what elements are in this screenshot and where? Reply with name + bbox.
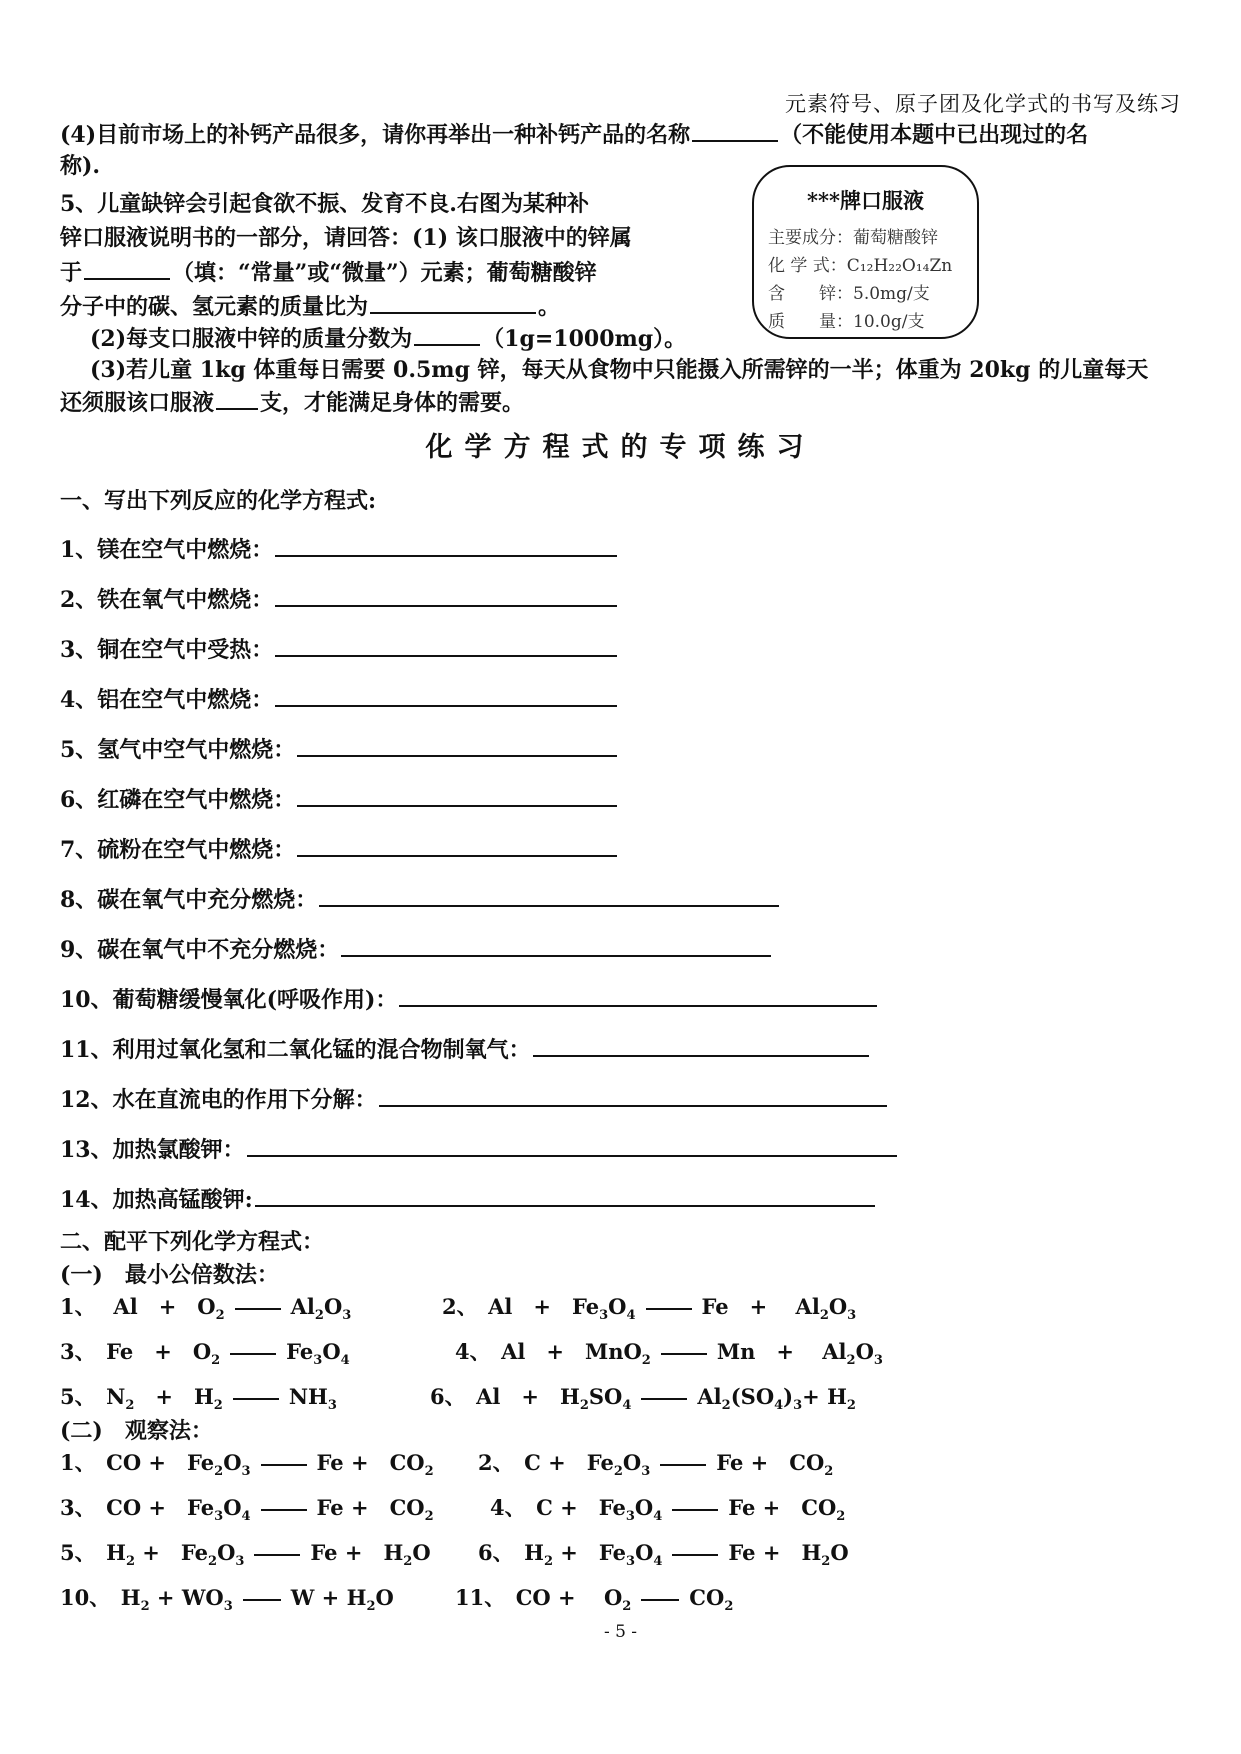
label-zinc: 含 锌：5.0mg/支: [768, 284, 930, 304]
answer-blank[interactable]: [275, 683, 617, 707]
q5-line7: 还须服该口服液 支，才能满足身体的需要。: [60, 386, 524, 419]
equation-item: 2、铁在氧气中燃烧：: [60, 583, 619, 614]
answer-blank[interactable]: [275, 633, 617, 657]
answer-blank[interactable]: [84, 256, 170, 280]
balance-eq-1: 1、 Al + $O_2$ $Al_2O_3$: [60, 1294, 352, 1324]
equation-item: 11、利用过氧化氢和二氧化锰的混合物制氧气：: [60, 1033, 871, 1064]
q4-line2: 称).: [60, 153, 101, 179]
answer-blank[interactable]: [379, 1083, 887, 1107]
balance-eq-5: 5、 $N_2$ + $H_2$ $NH_3$: [60, 1384, 337, 1414]
label-title: ***牌口服液: [807, 188, 924, 213]
balance-eq-10: 4、 C + $Fe_3O_4$ Fe + $CO_2$: [490, 1495, 846, 1525]
part2-sub1: (一) 最小公倍数法：: [60, 1262, 279, 1288]
label-formula: 化 学 式：C₁₂H₂₂O₁₄Zn: [768, 256, 953, 276]
balance-eq-8: 2、 C + $Fe_2O_3$ Fe + $CO_2$: [478, 1450, 834, 1480]
answer-blank[interactable]: [341, 933, 771, 957]
balance-eq-2: 2、 Al + $Fe_3O_4$ Fe + $Al_2O_3$: [442, 1294, 857, 1324]
section-title: 化学方程式的专项练习: [425, 432, 816, 463]
q4-line1: (4)目前市场上的补钙产品很多，请你再举出一种补钙产品的名称 （不能使用本题中已出现过的名: [60, 118, 1088, 151]
answer-blank[interactable]: [319, 883, 779, 907]
balance-eq-9: 3、 CO + $Fe_3O_4$ Fe + $CO_2$: [60, 1495, 434, 1525]
product-label-box: [752, 165, 979, 339]
equation-item: 14、加热高锰酸钾:: [60, 1183, 877, 1214]
answer-blank[interactable]: [692, 118, 778, 142]
part1-heading: 一、写出下列反应的化学方程式:: [60, 488, 377, 514]
balance-eq-3: 3、 Fe + $O_2$ $Fe_3O_4$: [60, 1339, 350, 1369]
equation-item: 10、葡萄糖缓慢氧化(呼吸作用)：: [60, 983, 879, 1014]
equation-item: 5、氢气中空气中燃烧：: [60, 733, 619, 764]
balance-eq-4: 4、 Al + MnO$_2$ Mn + $Al_2O_3$: [455, 1339, 883, 1369]
balance-eq-7: 1、 CO + $Fe_2O_3$ Fe + $CO_2$: [60, 1450, 434, 1480]
equation-item: 3、铜在空气中受热：: [60, 633, 619, 664]
answer-blank[interactable]: [297, 783, 617, 807]
answer-blank[interactable]: [533, 1033, 869, 1057]
balance-eq-11: 5、 $H_2$ + $Fe_2O_3$ Fe + $H_2O$: [60, 1540, 431, 1570]
answer-blank[interactable]: [370, 290, 536, 314]
equation-item: 8、碳在氧气中充分燃烧：: [60, 883, 781, 914]
balance-eq-12: 6、 $H_2$ + $Fe_3O_4$ Fe + $H_2O$: [478, 1540, 849, 1570]
answer-blank[interactable]: [216, 386, 258, 410]
q5-line3: 于 （填：“常量”或“微量”）元素；葡萄糖酸锌: [60, 256, 597, 289]
label-ingredient: 主要成分：葡萄糖酸锌: [768, 228, 938, 248]
answer-blank[interactable]: [255, 1183, 875, 1207]
answer-blank[interactable]: [414, 322, 480, 346]
answer-blank[interactable]: [247, 1133, 897, 1157]
balance-eq-13: 10、 $H_2 + WO_3$ $W + H_2O$: [60, 1585, 394, 1615]
q5-line2: 锌口服液说明书的一部分，请回答：(1) 该口服液中的锌属: [60, 225, 632, 251]
balance-eq-6: 6、 Al + $H_2SO_4$ $Al_2(SO_4)_3+ H_2$: [430, 1384, 856, 1414]
equation-item: 9、碳在氧气中不充分燃烧：: [60, 933, 773, 964]
equation-item: 4、铝在空气中燃烧：: [60, 683, 619, 714]
answer-blank[interactable]: [275, 533, 617, 557]
q5-line4: 分子中的碳、氢元素的质量比为 。: [60, 290, 560, 323]
answer-blank[interactable]: [297, 733, 617, 757]
equation-item: 7、硫粉在空气中燃烧：: [60, 833, 619, 864]
equation-item: 12、水在直流电的作用下分解：: [60, 1083, 889, 1114]
label-mass: 质 量：10.0g/支: [768, 312, 925, 332]
q5-line6: (3)若儿童 1kg 体重每日需要 0.5mg 锌，每天从食物中只能摄入所需锌的一半；体重为 20kg 的儿童每天: [90, 357, 1149, 383]
page-header: 元素符号、原子团及化学式的书写及练习: [785, 92, 1181, 116]
equation-item: 13、加热氯酸钾：: [60, 1133, 899, 1164]
q5-line1: 5、儿童缺锌会引起食欲不振、发育不良.右图为某种补: [60, 191, 589, 217]
answer-blank[interactable]: [399, 983, 877, 1007]
balance-eq-14: 11、 CO + $O_2$ $CO_2$: [455, 1585, 734, 1615]
equation-item: 1、镁在空气中燃烧：: [60, 533, 619, 564]
part2-heading: 二、配平下列化学方程式：: [60, 1229, 325, 1255]
equation-item: 6、红磷在空气中燃烧：: [60, 783, 619, 814]
answer-blank[interactable]: [275, 583, 617, 607]
part2-sub2: (二) 观察法：: [60, 1418, 213, 1444]
q5-line5: (2)每支口服液中锌的质量分数为 （1g=1000mg）。: [90, 322, 686, 355]
page-number: - 5 -: [603, 1622, 638, 1642]
answer-blank[interactable]: [297, 833, 617, 857]
